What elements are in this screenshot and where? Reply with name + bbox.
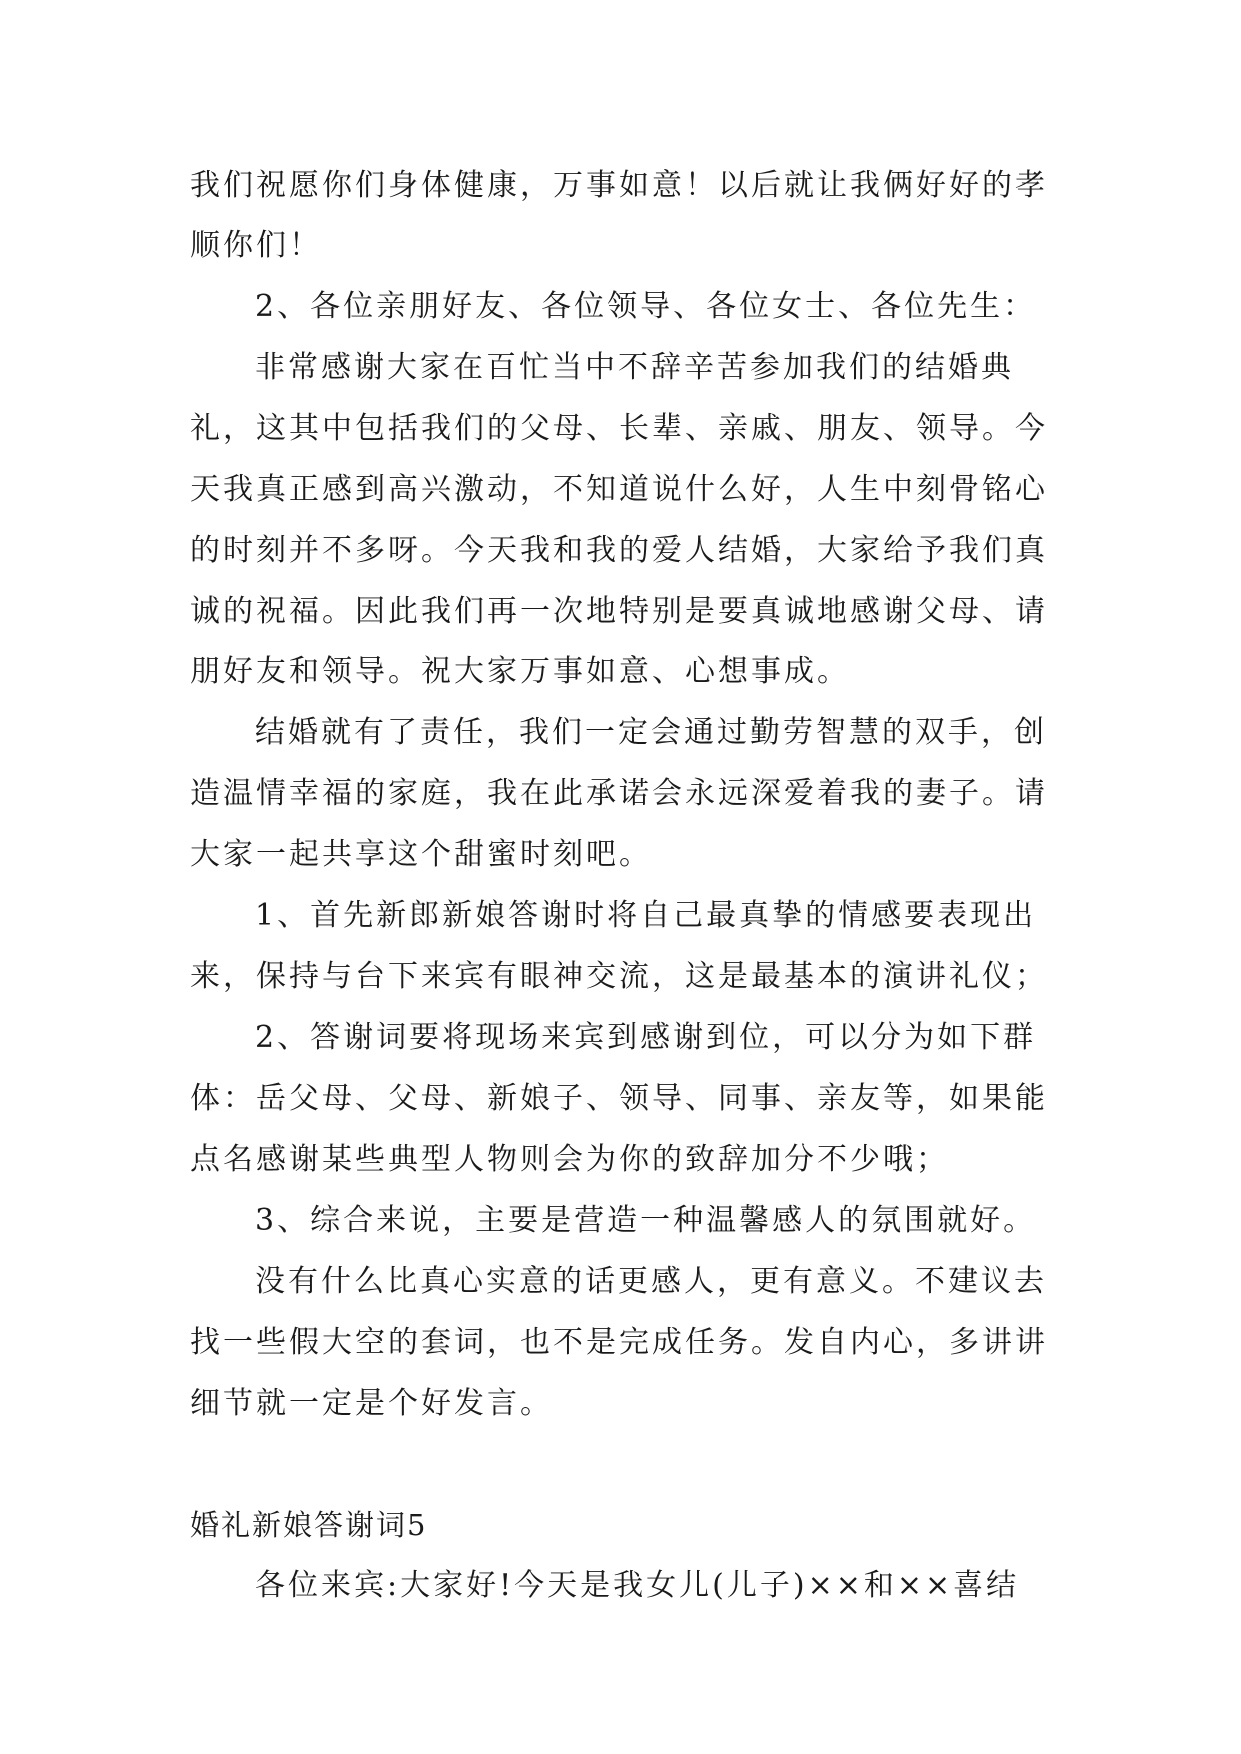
paragraph-line: 各位来宾:大家好!今天是我女儿(儿子)××和××喜结 <box>255 1568 1020 1603</box>
paragraph-line: 顺你们！ <box>190 228 322 263</box>
paragraph-line: 找一些假大空的套词，也不是完成任务。发自内心，多讲讲 <box>190 1325 1048 1360</box>
paragraph-line: 造温情幸福的家庭，我在此承诺会永远深爱着我的妻子。请 <box>190 776 1048 811</box>
paragraph-line: 体：岳父母、父母、新娘子、领导、同事、亲友等，如果能 <box>190 1081 1048 1116</box>
paragraph-line: 礼，这其中包括我们的父母、长辈、亲戚、朋友、领导。今 <box>190 411 1048 446</box>
paragraph-line: 3、综合来说，主要是营造一种温馨感人的氛围就好。 <box>255 1203 1037 1238</box>
paragraph-line: 细节就一定是个好发言。 <box>190 1386 553 1421</box>
paragraph-line: 的时刻并不多呀。今天我和我的爱人结婚，大家给予我们真 <box>190 533 1048 568</box>
paragraph-line: 我们祝愿你们身体健康，万事如意！以后就让我俩好好的孝 <box>190 168 1048 203</box>
paragraph-line: 点名感谢某些典型人物则会为你的致辞加分不少哦； <box>190 1142 949 1177</box>
paragraph-line: 朋好友和领导。祝大家万事如意、心想事成。 <box>190 654 850 689</box>
paragraph-line: 2、各位亲朋好友、各位领导、各位女士、各位先生： <box>255 289 1037 324</box>
section-heading: 婚礼新娘答谢词5 <box>190 1508 428 1542</box>
paragraph-line: 2、答谢词要将现场来宾到感谢到位，可以分为如下群 <box>255 1020 1037 1055</box>
paragraph-line: 1、首先新郎新娘答谢时将自己最真挚的情感要表现出 <box>255 898 1037 933</box>
paragraph-line: 没有什么比真心实意的话更感人，更有意义。不建议去 <box>255 1264 1047 1299</box>
paragraph-line: 大家一起共享这个甜蜜时刻吧。 <box>190 837 652 872</box>
paragraph-line: 天我真正感到高兴激动，不知道说什么好，人生中刻骨铭心 <box>190 472 1048 507</box>
paragraph-line: 结婚就有了责任，我们一定会通过勤劳智慧的双手，创 <box>255 715 1047 750</box>
paragraph-line: 诚的祝福。因此我们再一次地特别是要真诚地感谢父母、请 <box>190 594 1048 629</box>
paragraph-line: 来，保持与台下来宾有眼神交流，这是最基本的演讲礼仪； <box>190 959 1048 994</box>
paragraph-line: 非常感谢大家在百忙当中不辞辛苦参加我们的结婚典 <box>255 350 1014 385</box>
